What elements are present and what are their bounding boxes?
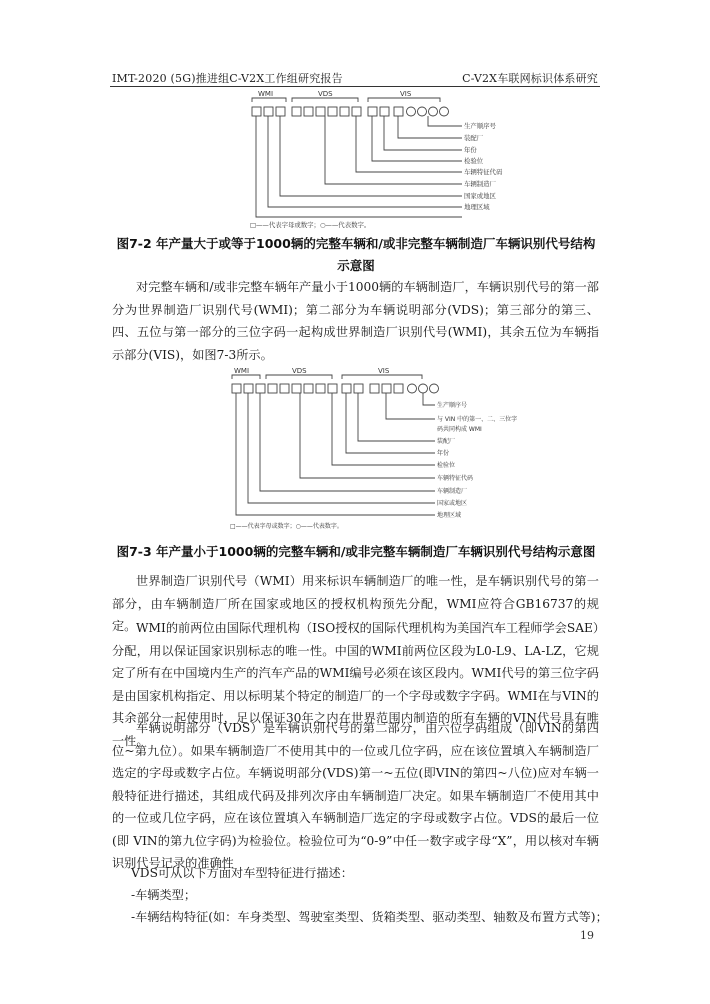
fig1-right-label: 车辆特征代码 [464,168,503,176]
fig1-right-label: 国家或地区 [464,192,496,200]
fig2-right-label: 检验位 [437,462,456,469]
vis-bracket [368,98,440,102]
text-line: VDS可从以下方面对车型特征进行描述： [131,866,353,880]
fig2-right-label: 与 VIN 中的第一、二、三位字 [437,416,518,423]
fig1-right-label: 年份 [464,146,477,154]
fig1-right-label: 地理区域 [464,203,490,211]
fig2-label-wmi: WMI [234,367,250,375]
fig2-right-label: 生产顺序号 [437,402,468,409]
vin-structure-diagram-1 [250,90,505,230]
fig1-right-label: 车辆制造厂 [464,180,496,188]
header-right: C-V2X车联网标识体系研究 [462,72,598,85]
vin-structure-diagram-2 [230,367,518,532]
caption-line: 图7-2 年产量大于或等于1000辆的完整车辆和/或非完整车辆制造厂车辆识别代号结构 [116,236,596,251]
figure-caption-7-2 [112,233,600,277]
text-line: -车辆类型； [131,888,197,902]
fig1-label-wmi: WMI [258,90,274,98]
paragraph: 车辆说明部分（VDS）是车辆识别代号的第二部分，由六位字码组成（即VIN的第四位~第九位）。如果车辆制造厂不使用其中的一位或几位字码，应在该位置填入车辆制造厂选定的字母或数字占位。车辆说明部分(VDS)第一~五位(即VIN的第四~八位)应对车辆一般特征进行描述，其组成代码及排列次序由车辆制造厂决定。如果车辆制造厂不使用其中的一位或几位字码，应在该位置填入车辆制造厂选定的字母或数字占位。VDS的最后一位(即 VIN的第九位字码)为检验位。检验位可为“0-9”中任一数字或字母“X”，用以核对车辆识别代号记录的准确性 [112,721,599,870]
fig2-right-label: 车辆制造厂 [437,488,468,495]
fig2-right-label: 地理区域 [437,512,462,519]
fig2-right-label: 年份 [437,450,450,457]
paragraph: 对完整车辆和/或非完整车辆年产量小于1000辆的车辆制造厂，车辆识别代号的第一部分为世界制造厂识别代号(WMI)；第二部分为车辆说明部分(VDS)；第三部分的第三、四、五位与第一部分的三位字码一起构成世界制造厂识别代号(WMI)，其余五位为车辆指示部分(VIS)，如图7-3所示。 [112,280,599,362]
fig1-legend: □——代表字母或数字；○——代表数字。 [250,221,371,229]
header-rule [110,86,600,87]
figure-caption-7-3: 图7-3 年产量小于1000辆的完整车辆和/或非完整车辆制造厂车辆识别代号结构示意图 [116,544,596,559]
caption-line: 示意图 [337,258,375,273]
fig2-label-vds: VDS [292,367,307,375]
fig2-label-vis: VIS [378,367,390,375]
fig2-right-label: 国家或地区 [437,500,468,507]
fig1-right-label: 装配厂 [464,134,484,142]
fig1-label-vis: VIS [400,90,412,98]
fig2-right-label: 装配厂 [437,438,456,445]
header-left: IMT-2020 (5G)推进组C-V2X工作组研究报告 [112,72,343,85]
page-number: 19 [580,929,594,942]
figure-7-2 [250,90,505,230]
fig2-legend: □——代表字母或数字；○——代表数字。 [230,523,343,530]
text-line: -车辆结构特征(如：车身类型、驾驶室类型、货箱类型、驱动类型、轴数及布置方式等)； [131,910,608,924]
paragraph: 世界制造厂识别代号（WMI）用来标识车辆制造厂的唯一性，是车辆识别代号的第一部分，由车辆制造厂所在国家或地区的授权机构预先分配，WMI应符合GB16737的规定。 [112,574,599,633]
fig1-label-vds: VDS [318,90,333,98]
wmi-bracket [252,98,286,102]
fig1-right-label: 检验位 [464,157,484,165]
figure-7-3 [230,367,518,532]
fig2-right-label: 码共同构成 WMI [437,426,482,433]
fig2-right-label: 车辆特征代码 [437,475,474,482]
fig1-right-label: 生产顺序号 [464,122,496,130]
paragraph: WMI的前两位由国际代理机构（ISO授权的国际代理机构为美国汽车工程师学会SAE）分配，用以保证国家识别标志的唯一性。中国的WMI前两位区段为L0-L9、LA-LZ，它规定了所有在中国境内生产的汽车产品的WMI编号必须在该区段内。WMI代号的第三位字码是由国家机构指定、用以标明某个特定的制造厂的一个字母或数字字码。WMI在与VIN的其余部分一起使用时，足以保证30年之内在世界范围内制造的所有车辆的VIN代号具有唯一性。 [112,621,599,748]
vds-bracket [292,98,358,102]
